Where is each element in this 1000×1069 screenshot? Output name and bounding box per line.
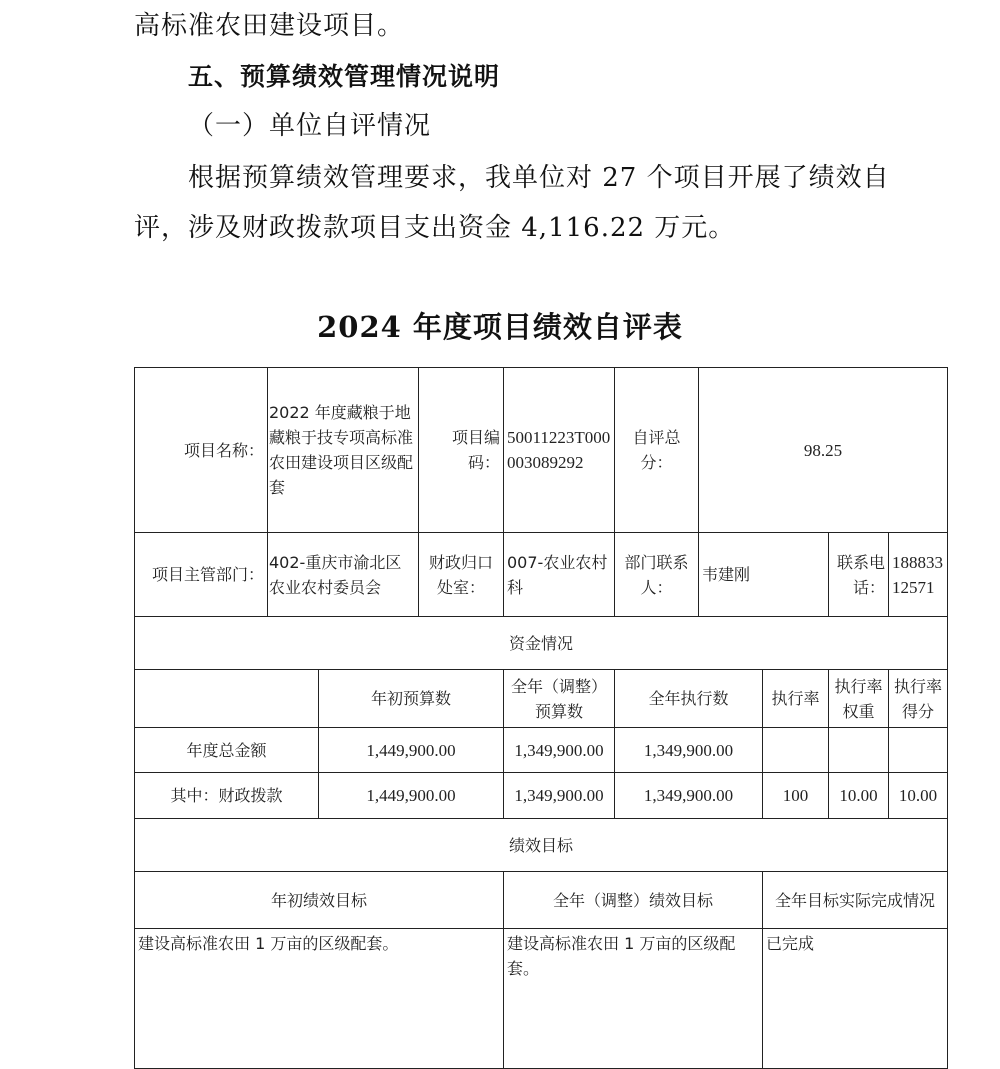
project-code-label: 项目编码： bbox=[419, 368, 504, 533]
project-name-label: 项目名称： bbox=[135, 368, 268, 533]
funds-section-title: 资金情况 bbox=[135, 617, 948, 670]
goals-header-actual: 全年目标实际完成情况 bbox=[763, 872, 948, 929]
funds-rate bbox=[763, 728, 829, 773]
funds-executed: 1,349,900.00 bbox=[615, 773, 763, 819]
funds-row-label: 其中：财政拨款 bbox=[135, 773, 319, 819]
funds-row-label: 年度总金额 bbox=[135, 728, 319, 773]
funds-header-adjusted: 全年（调整）预算数 bbox=[504, 670, 615, 728]
funds-header-score: 执行率得分 bbox=[889, 670, 948, 728]
actual-completion: 已完成 bbox=[763, 929, 948, 1069]
table-title: 2024 年度项目绩效自评表 bbox=[317, 310, 683, 344]
goals-header-adjusted: 全年（调整）绩效目标 bbox=[504, 872, 763, 929]
funds-adjusted: 1,349,900.00 bbox=[504, 728, 615, 773]
funds-header-weight: 执行率权重 bbox=[829, 670, 889, 728]
funds-weight: 10.00 bbox=[829, 773, 889, 819]
finance-office-label: 财政归口处室： bbox=[419, 533, 504, 617]
funds-score: 10.00 bbox=[889, 773, 948, 819]
funds-executed: 1,349,900.00 bbox=[615, 728, 763, 773]
funds-initial: 1,449,900.00 bbox=[319, 773, 504, 819]
funds-rate: 100 bbox=[763, 773, 829, 819]
funds-weight bbox=[829, 728, 889, 773]
subsection-heading: （一）单位自评情况 bbox=[188, 111, 432, 141]
self-evaluation-score: 98.25 bbox=[699, 368, 948, 533]
finance-office: 007-农业农村科 bbox=[504, 533, 615, 617]
department: 402-重庆市渝北区农业农村委员会 bbox=[268, 533, 419, 617]
intro-line-3: 评，涉及财政拨款项目支出资金 4,116.22 万元。 bbox=[134, 213, 736, 243]
goals-section-title: 绩效目标 bbox=[135, 819, 948, 872]
funds-header-executed: 全年执行数 bbox=[615, 670, 763, 728]
funds-initial: 1,449,900.00 bbox=[319, 728, 504, 773]
intro-line-2: 根据预算绩效管理要求，我单位对 27 个项目开展了绩效自 bbox=[188, 163, 890, 193]
initial-goal: 建设高标准农田 1 万亩的区级配套。 bbox=[135, 929, 504, 1069]
funds-score bbox=[889, 728, 948, 773]
table-row bbox=[135, 773, 948, 819]
adjusted-goal: 建设高标准农田 1 万亩的区级配套。 bbox=[504, 929, 763, 1069]
project-name: 2022 年度藏粮于地藏粮于技专项高标准农田建设项目区级配套 bbox=[268, 368, 419, 533]
score-label: 自评总分： bbox=[615, 368, 699, 533]
project-code: 50011223T000003089292 bbox=[504, 368, 615, 533]
section-heading: 五、预算绩效管理情况说明 bbox=[188, 62, 501, 91]
department-label: 项目主管部门： bbox=[135, 533, 268, 617]
contact-person: 韦建刚 bbox=[699, 533, 829, 617]
funds-header-initial: 年初预算数 bbox=[319, 670, 504, 728]
contact-phone: 18883312571 bbox=[889, 533, 948, 617]
table-row bbox=[135, 728, 948, 773]
funds-header-rate: 执行率 bbox=[763, 670, 829, 728]
funds-header-blank bbox=[135, 670, 319, 728]
funds-adjusted: 1,349,900.00 bbox=[504, 773, 615, 819]
contact-label: 部门联系人： bbox=[615, 533, 699, 617]
phone-label: 联系电话： bbox=[829, 533, 889, 617]
intro-line-1: 高标准农田建设项目。 bbox=[134, 11, 405, 41]
goals-header-initial: 年初绩效目标 bbox=[135, 872, 504, 929]
performance-evaluation-table bbox=[134, 367, 948, 1069]
